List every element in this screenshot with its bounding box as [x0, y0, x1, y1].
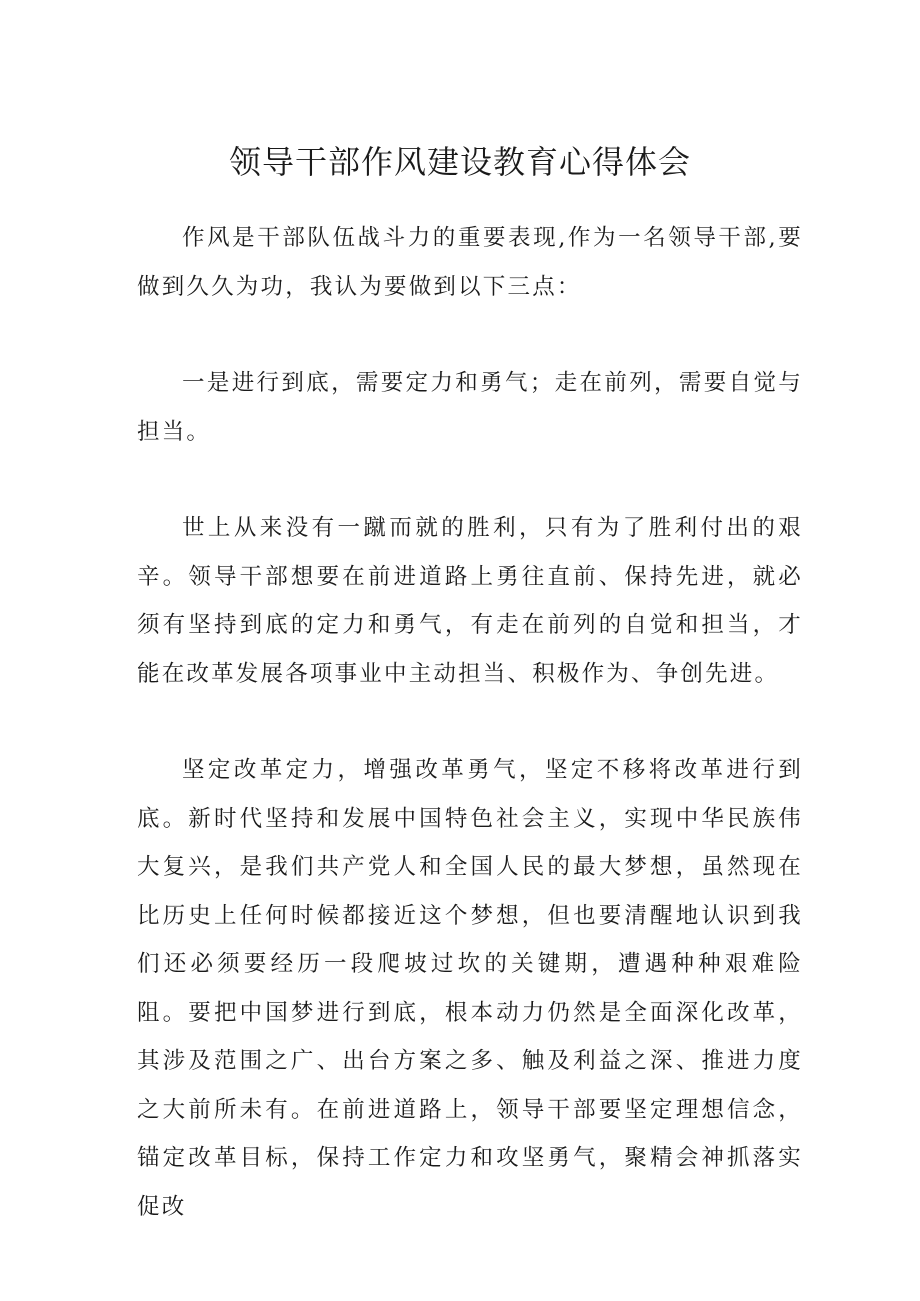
paragraph-victory: 世上从来没有一蹴而就的胜利，只有为了胜利付出的艰辛。领导干部想要在前进道路上勇往直前、保持先进，就必须有坚持到底的定力和勇气，有走在前列的自觉和担当，才能在改革发展各项事业中主动担当、积极作为、争创先进。	[137, 515, 803, 687]
paragraph-intro: 作风是干部队伍战斗力的重要表现,作为一名领导干部,要做到久久为功，我认为要做到以下三点：	[137, 225, 803, 300]
document-body	[137, 214, 803, 1231]
document-title: 领导干部作风建设教育心得体会	[228, 143, 691, 181]
paragraph-point-one: 一是进行到底，需要定力和勇气；走在前列，需要自觉与担当。	[137, 370, 803, 445]
paragraph-gap	[137, 311, 803, 359]
paragraph-reform: 坚定改革定力，增强改革勇气，坚定不移将改革进行到底。新时代坚持和发展中国特色社会主义，实现中华民族伟大复兴，是我们共产党人和全国人民的最大梦想，虽然现在比历史上任何时候都接近这个梦想，但也要清醒地认识到我们还必须要经历一段爬坡过坎的关键期，遭遇种种艰难险阻。要把中国梦进行到底，根本动力仍然是全面深化改革，其涉及范围之广、出台方案之多、触及利益之深、推进力度之大前所未有。在前进道路上，领导干部要坚定理想信念，锚定改革目标，保持工作定力和攻坚勇气，聚精会神抓落实促改	[137, 757, 803, 1220]
paragraph-gap	[137, 456, 803, 504]
paragraph-gap	[137, 698, 803, 746]
